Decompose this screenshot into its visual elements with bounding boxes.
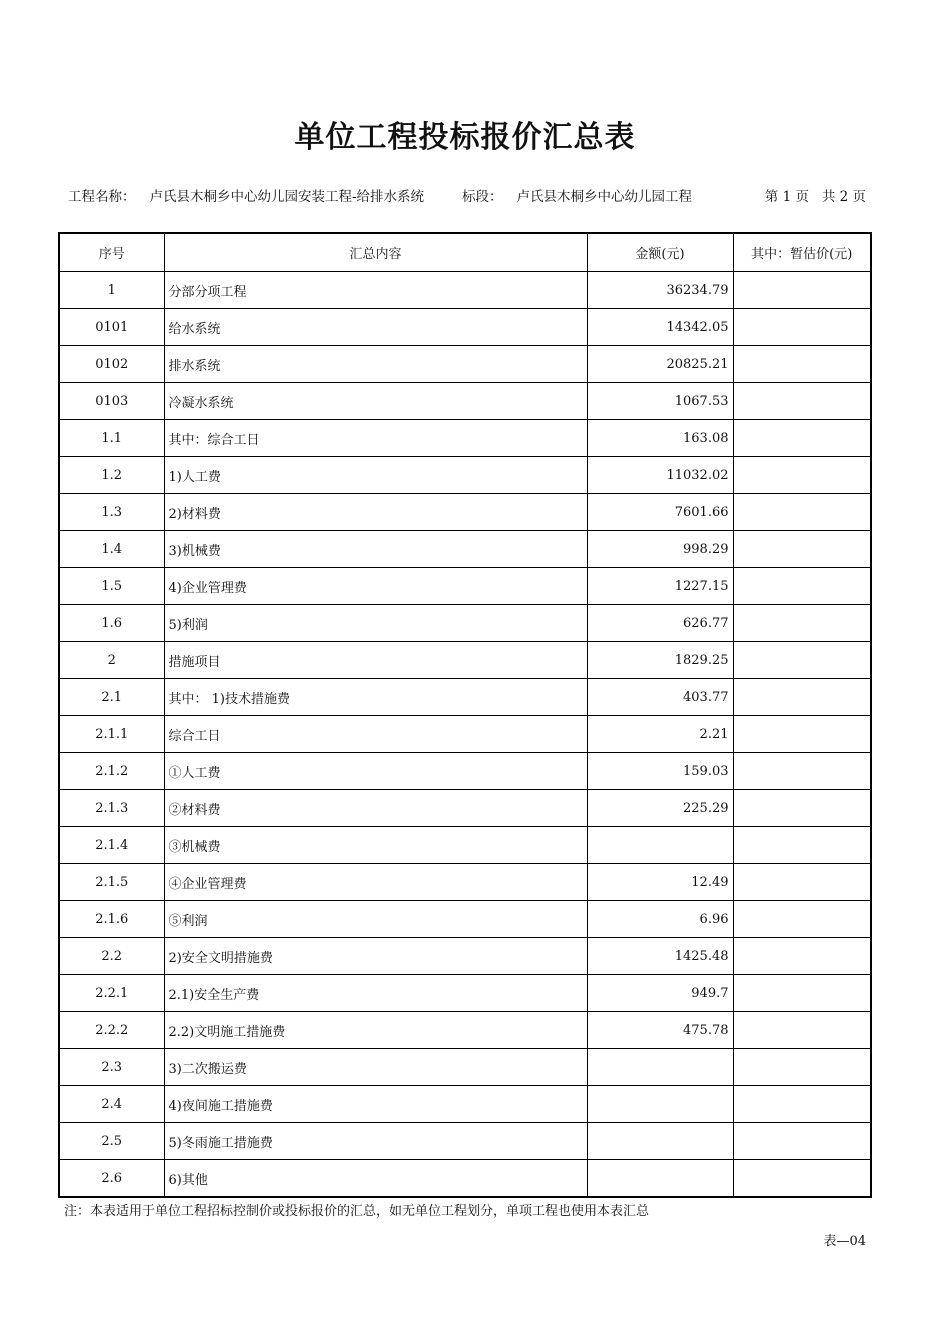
section-info (462, 185, 692, 205)
row-content: ③机械费 (164, 827, 587, 864)
row-number: 2.1 (59, 679, 164, 716)
row-estimate (733, 790, 871, 827)
row-estimate (733, 864, 871, 901)
row-content: ④企业管理费 (164, 864, 587, 901)
row-amount: 163.08 (587, 420, 733, 457)
summary-table (58, 232, 872, 1198)
table-row (59, 827, 871, 864)
row-content: 2.2)文明施工措施费 (164, 1012, 587, 1049)
page-info: 第 1 页 共 2 页 (764, 189, 866, 205)
table-row (59, 679, 871, 716)
table-row (59, 494, 871, 531)
row-number: 2.1.1 (59, 716, 164, 753)
row-estimate (733, 1012, 871, 1049)
row-content: 其中：综合工日 (164, 420, 587, 457)
row-estimate (733, 938, 871, 975)
row-number: 1.4 (59, 531, 164, 568)
row-estimate (733, 679, 871, 716)
row-number: 1.5 (59, 568, 164, 605)
row-content: 排水系统 (164, 346, 587, 383)
col-header-no: 序号 (59, 233, 164, 272)
row-amount: 20825.21 (587, 346, 733, 383)
col-header-amount: 金额(元) (587, 233, 733, 272)
row-estimate (733, 1049, 871, 1086)
table-header-row (59, 233, 871, 272)
row-number: 2.1.5 (59, 864, 164, 901)
project-info (68, 185, 424, 205)
row-content: 1)人工费 (164, 457, 587, 494)
row-amount: 475.78 (587, 1012, 733, 1049)
table-row (59, 383, 871, 420)
row-content: 2)材料费 (164, 494, 587, 531)
row-number: 0103 (59, 383, 164, 420)
row-number: 2.5 (59, 1123, 164, 1160)
row-amount: 403.77 (587, 679, 733, 716)
table-row (59, 938, 871, 975)
table-row (59, 1049, 871, 1086)
row-number: 1 (59, 272, 164, 309)
col-header-content: 汇总内容 (164, 233, 587, 272)
row-number: 2.6 (59, 1160, 164, 1198)
row-number: 0102 (59, 346, 164, 383)
row-estimate (733, 346, 871, 383)
table-row (59, 753, 871, 790)
row-content: 给水系统 (164, 309, 587, 346)
table-row (59, 716, 871, 753)
row-amount (587, 1123, 733, 1160)
row-content: 综合工日 (164, 716, 587, 753)
table-row (59, 1123, 871, 1160)
row-content: 6)其他 (164, 1160, 587, 1198)
row-amount: 12.49 (587, 864, 733, 901)
row-estimate (733, 420, 871, 457)
table-row (59, 272, 871, 309)
section-name: 卢氏县木桐乡中心幼儿园工程 (516, 189, 692, 205)
table-row (59, 975, 871, 1012)
row-content: ②材料费 (164, 790, 587, 827)
row-content: 4)夜间施工措施费 (164, 1086, 587, 1123)
row-number: 2.2.2 (59, 1012, 164, 1049)
row-number: 2.3 (59, 1049, 164, 1086)
row-estimate (733, 975, 871, 1012)
table-row (59, 309, 871, 346)
table-row (59, 1160, 871, 1198)
row-amount: 1227.15 (587, 568, 733, 605)
table-row (59, 531, 871, 568)
row-content: ①人工费 (164, 753, 587, 790)
row-estimate (733, 494, 871, 531)
row-number: 1.3 (59, 494, 164, 531)
row-estimate (733, 1123, 871, 1160)
row-content: 措施项目 (164, 642, 587, 679)
row-number: 2.1.6 (59, 901, 164, 938)
form-number: 表—04 (823, 1234, 866, 1249)
row-estimate (733, 827, 871, 864)
row-number: 2.1.2 (59, 753, 164, 790)
row-amount (587, 1086, 733, 1123)
row-amount (587, 1160, 733, 1198)
row-content: 5)冬雨施工措施费 (164, 1123, 587, 1160)
row-number: 2 (59, 642, 164, 679)
row-amount: 14342.05 (587, 309, 733, 346)
row-amount: 1829.25 (587, 642, 733, 679)
table-note: 注：本表适用于单位工程招标控制价或投标报价的汇总，如无单位工程划分，单项工程也使用本表汇总 (64, 1204, 650, 1219)
row-content: 5)利润 (164, 605, 587, 642)
table-row (59, 568, 871, 605)
row-amount: 626.77 (587, 605, 733, 642)
row-amount: 225.29 (587, 790, 733, 827)
row-content: 3)二次搬运费 (164, 1049, 587, 1086)
row-number: 2.1.4 (59, 827, 164, 864)
row-content: ⑤利润 (164, 901, 587, 938)
row-amount: 11032.02 (587, 457, 733, 494)
row-amount: 1425.48 (587, 938, 733, 975)
table-row (59, 1012, 871, 1049)
row-content: 分部分项工程 (164, 272, 587, 309)
row-number: 1.1 (59, 420, 164, 457)
table-row (59, 346, 871, 383)
row-content: 2.1)安全生产费 (164, 975, 587, 1012)
row-estimate (733, 272, 871, 309)
col-header-estimate: 其中：暂估价(元) (733, 233, 871, 272)
row-number: 2.1.3 (59, 790, 164, 827)
table-body (59, 272, 871, 1198)
row-estimate (733, 901, 871, 938)
row-estimate (733, 716, 871, 753)
row-estimate (733, 531, 871, 568)
row-content: 4)企业管理费 (164, 568, 587, 605)
project-name-label: 工程名称： (68, 189, 136, 205)
row-content: 3)机械费 (164, 531, 587, 568)
row-number: 1.6 (59, 605, 164, 642)
row-content: 冷凝水系统 (164, 383, 587, 420)
row-amount: 2.21 (587, 716, 733, 753)
table-row (59, 1086, 871, 1123)
row-amount (587, 827, 733, 864)
row-estimate (733, 457, 871, 494)
row-estimate (733, 309, 871, 346)
row-amount: 998.29 (587, 531, 733, 568)
table-row (59, 901, 871, 938)
table-row (59, 864, 871, 901)
table-row (59, 605, 871, 642)
row-amount: 7601.66 (587, 494, 733, 531)
row-amount: 949.7 (587, 975, 733, 1012)
row-estimate (733, 1160, 871, 1198)
document-title: 单位工程投标报价汇总表 (294, 120, 636, 155)
row-number: 0101 (59, 309, 164, 346)
row-estimate (733, 568, 871, 605)
row-estimate (733, 642, 871, 679)
row-number: 1.2 (59, 457, 164, 494)
table-row (59, 790, 871, 827)
row-estimate (733, 753, 871, 790)
table-row (59, 420, 871, 457)
row-number: 2.2 (59, 938, 164, 975)
row-number: 2.4 (59, 1086, 164, 1123)
table-row (59, 642, 871, 679)
row-estimate (733, 383, 871, 420)
section-label: 标段： (462, 189, 503, 205)
row-amount (587, 1049, 733, 1086)
table-row (59, 457, 871, 494)
row-amount: 36234.79 (587, 272, 733, 309)
row-estimate (733, 1086, 871, 1123)
row-estimate (733, 605, 871, 642)
row-amount: 159.03 (587, 753, 733, 790)
row-content: 2)安全文明措施费 (164, 938, 587, 975)
row-amount: 1067.53 (587, 383, 733, 420)
row-amount: 6.96 (587, 901, 733, 938)
row-content: 其中： 1)技术措施费 (164, 679, 587, 716)
project-name: 卢氏县木桐乡中心幼儿园安装工程-给排水系统 (149, 189, 425, 205)
row-number: 2.2.1 (59, 975, 164, 1012)
